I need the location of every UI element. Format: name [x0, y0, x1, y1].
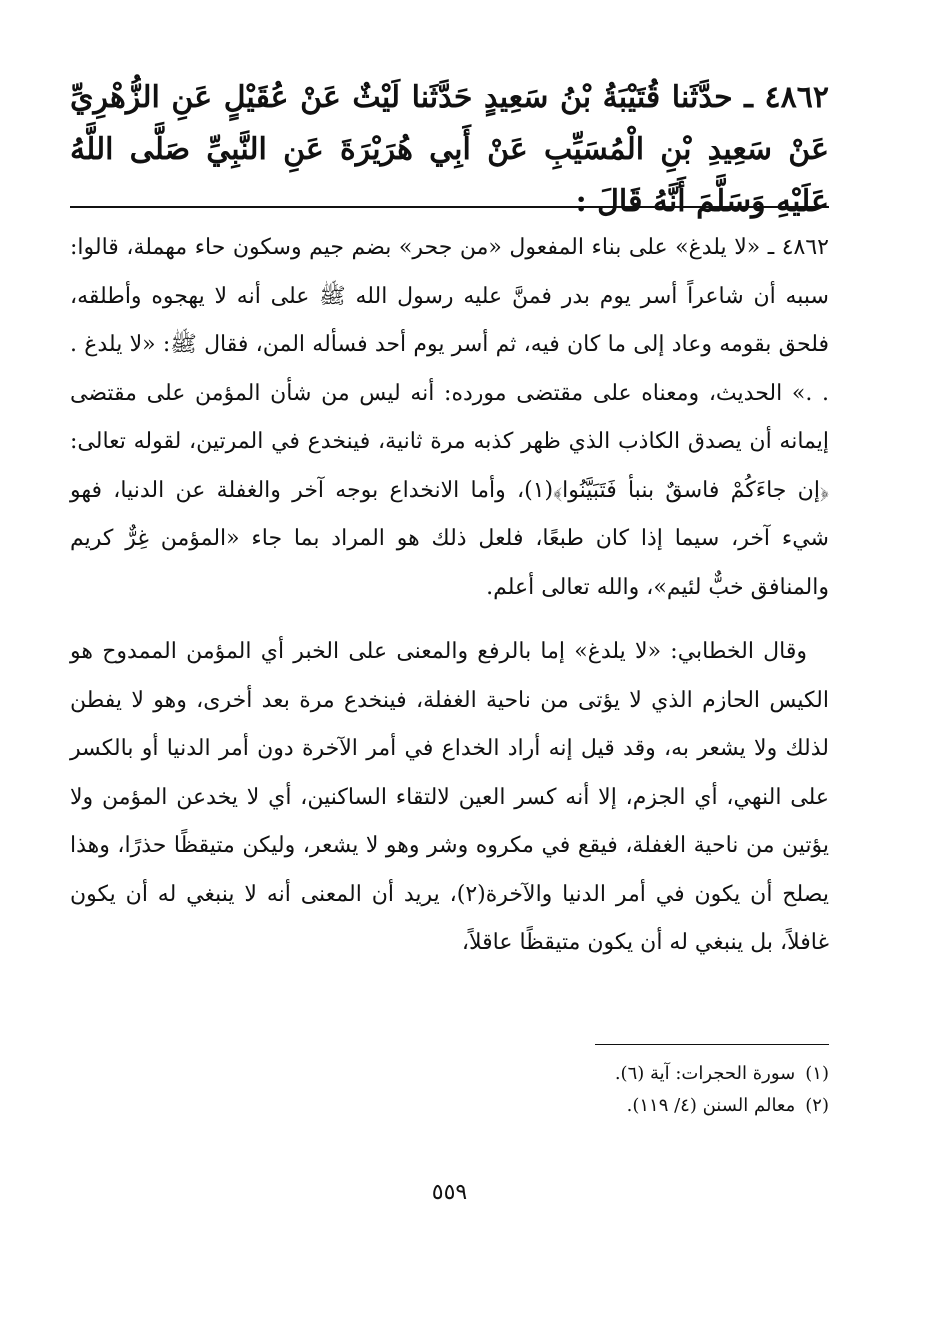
- footnote-1: [70, 1058, 829, 1090]
- footnote-number: (١): [805, 1063, 829, 1084]
- commentary: [70, 224, 829, 984]
- hadith-text: [70, 72, 829, 228]
- footnote-divider: [595, 1044, 829, 1045]
- footnote-text: سورة الحجرات: آية (٦).: [614, 1063, 796, 1084]
- footnote-2: [70, 1090, 829, 1122]
- footnote-text: معالم السنن (٤/ ١١٩).: [626, 1095, 796, 1116]
- hadith-body: ـ حدَّثَنا قُتَيْبَةُ بْنُ سَعِيدٍ حَدَّثَنا لَيْثٌ عَنْ عُقَيْلٍ عَنِ الزُّهْرِيِّ عَنْ سَعِيدِ بْنِ الْمُسَيِّبِ عَنْ أَبِي هُرَيْرَةَ عَنِ النَّبِيِّ صَلَّى اللَّهُ عَلَيْهِ وَسَلَّمَ أَنَّهُ قَالَ :: [70, 80, 829, 219]
- section-divider: [70, 206, 829, 208]
- commentary-paragraph-1: ٤٨٦٢ ـ «لا يلدغ» على بناء المفعول «من جحر» بضم جيم وسكون حاء مهملة، قالوا: سببه أن شاعراً أسر يوم بدر فمنَّ عليه رسول الله ﷺ على أنه لا يهجوه وأطلقه، فلحق بقومه وعاد إلى ما كان فيه، ثم أسر يوم أحد فسأله المن، فقال ﷺ: «لا يلدغ . . .» الحديث، ومعناه على مقتضى مورده: أنه ليس من شأن المؤمن على مقتضى إيمانه أن يصدق الكاذب الذي ظهر كذبه مرة ثانية، فينخدع في المرتين، لقوله تعالى: ﴿إن جاءَكُمْ فاسقٌ بنبأ فَتَبَيَّنُوا﴾(١)، وأما الانخداع بوجه آخر والغفلة عن الدنيا، فهو شيء آخر، سيما إذا كان طبعًا، فلعل ذلك هو المراد بما جاء «المؤمن غِرٌّ كريم والمنافق خبٌّ لئيم»، والله تعالى أعلم.: [70, 235, 829, 600]
- page: [70, 0, 829, 1344]
- footnotes: [70, 1058, 829, 1122]
- page-number: ٥٥٩: [431, 1180, 468, 1205]
- footnote-number: (٢): [805, 1095, 829, 1116]
- commentary-paragraph-2: وقال الخطابي: «لا يلدغ» إما بالرفع والمعنى على الخبر أي المؤمن الممدوح هو الكيس الحازم الذي لا يؤتى من ناحية الغفلة، فينخدع مرة بعد أخرى، وهو لا يفطن لذلك ولا يشعر به، وقد قيل إنه أراد الخداع في أمر الآخرة دون أمر الدنيا أو بالكسر على النهي، أي الجزم، إلا أنه كسر العين لالتقاء الساكنين، أي لا يخدعن المؤمن ولا يؤتين من ناحية الغفلة، فيقع في مكروه وشر وهو لا يشعر، وليكن متيقظًا حذرًا، وهذا يصلح أن يكون في أمر الدنيا والآخرة(٢)، يريد أن المعنى أنه لا ينبغي له أن يكون غافلاً، بل ينبغي له أن يكون متيقظًا عاقلاً،: [70, 639, 829, 955]
- hadith-number: ٤٨٦٢: [764, 80, 829, 115]
